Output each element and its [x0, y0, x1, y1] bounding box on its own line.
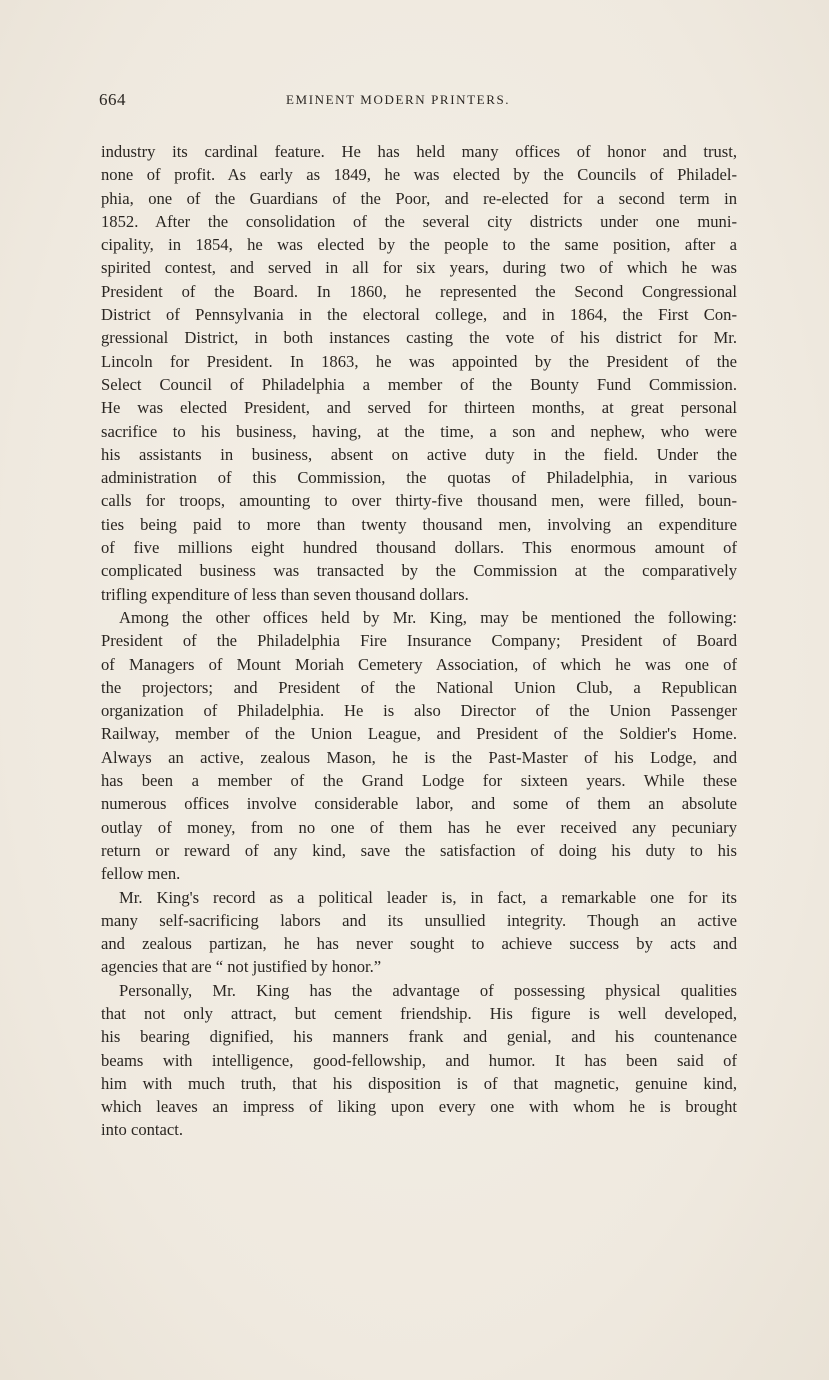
text-line: Railway, member of the Union League, and President of the Soldier's Home.	[101, 724, 737, 744]
page-header	[99, 90, 739, 112]
text-line: calls for troops, amounting to over thirty-five thousand men, were filled, boun-	[101, 491, 737, 511]
text-line: his assistants in business, absent on active duty in the field. Under the	[101, 444, 737, 464]
text-line: sacrifice to his business, having, at the time, a son and nephew, who were	[101, 421, 737, 441]
text-line: Among the other offices held by Mr. King, may be mentioned the following:	[119, 607, 737, 627]
page-number: 664	[99, 90, 126, 109]
text-line: spirited contest, and served in all for six years, during two of which he was	[101, 258, 737, 278]
text-line: numerous offices involve considerable labor, and some of them an absolute	[101, 794, 737, 814]
text-line: trifling expenditure of less than seven thousand dollars.	[101, 584, 469, 604]
text-line: phia, one of the Guardians of the Poor, and re-elected for a second term in	[101, 188, 737, 208]
text-line: agencies that are “ not justified by honor.”	[101, 957, 382, 977]
text-line: none of profit. As early as 1849, he was elected by the Councils of Philadel-	[101, 165, 737, 185]
text-line: of five millions eight hundred thousand dollars. This enormous amount of	[101, 538, 737, 558]
text-line: outlay of money, from no one of them has he ever received any pecuniary	[101, 817, 737, 837]
paragraph	[101, 886, 737, 979]
text-line: cipality, in 1854, he was elected by the people to the same position, after a	[101, 235, 737, 255]
text-line: that not only attract, but cement friendship. His figure is well developed,	[101, 1003, 737, 1023]
text-line: organization of Philadelphia. He is also Director of the Union Passenger	[101, 701, 737, 721]
text-line: him with much truth, that his disposition is of that magnetic, genuine kind,	[101, 1073, 737, 1093]
text-line: He was elected President, and served for thirteen months, at great personal	[101, 398, 737, 418]
text-line: and zealous partizan, he has never sought to achieve success by acts and	[101, 934, 737, 954]
text-line: has been a member of the Grand Lodge for sixteen years. While these	[101, 771, 737, 791]
text-line: complicated business was transacted by the Commission at the comparatively	[101, 561, 737, 581]
paragraph	[101, 606, 737, 886]
text-line: into contact.	[101, 1120, 184, 1140]
text-line: of Managers of Mount Moriah Cemetery Association, of which he was one of	[101, 654, 737, 674]
text-line: which leaves an impress of liking upon every one with whom he is brought	[101, 1097, 737, 1117]
text-line: Lincoln for President. In 1863, he was appointed by the President of the	[101, 351, 737, 371]
text-line: fellow men.	[101, 864, 181, 884]
text-line: 1852. After the consolidation of the several city districts under one muni-	[101, 211, 737, 231]
text-line: industry its cardinal feature. He has held many offices of honor and trust,	[101, 142, 737, 161]
text-line: Always an active, zealous Mason, he is the Past-Master of his Lodge, and	[101, 747, 737, 767]
paragraph	[101, 140, 737, 606]
text-line: gressional District, in both instances casting the vote of his district for Mr.	[101, 328, 737, 348]
text-line: beams with intelligence, good-fellowship, and humor. It has been said of	[101, 1050, 737, 1070]
text-line: President of the Board. In 1860, he represented the Second Congressional	[101, 281, 737, 301]
text-line: administration of this Commission, the quotas of Philadelphia, in various	[101, 468, 737, 488]
body-text	[101, 140, 737, 1142]
text-line: many self-sacrificing labors and its unsullied integrity. Though an active	[101, 910, 737, 930]
running-title: EMINENT MODERN PRINTERS.	[286, 92, 511, 107]
paragraph	[101, 979, 737, 1142]
text-line: ties being paid to more than twenty thousand men, involving an expenditure	[101, 514, 737, 534]
text-line: District of Pennsylvania in the electoral college, and in 1864, the First Con-	[101, 305, 737, 325]
text-line: President of the Philadelphia Fire Insurance Company; President of Board	[101, 631, 737, 651]
text-line: his bearing dignified, his manners frank and genial, and his countenance	[101, 1027, 737, 1047]
text-line: Mr. King's record as a political leader is, in fact, a remarkable one for its	[119, 887, 737, 907]
text-line: return or reward of any kind, save the satisfaction of doing his duty to his	[101, 840, 737, 860]
text-line: Personally, Mr. King has the advantage of possessing physical qualities	[119, 980, 737, 1000]
text-line: Select Council of Philadelphia a member of the Bounty Fund Commission.	[101, 374, 737, 394]
text-line: the projectors; and President of the National Union Club, a Republican	[101, 677, 737, 697]
